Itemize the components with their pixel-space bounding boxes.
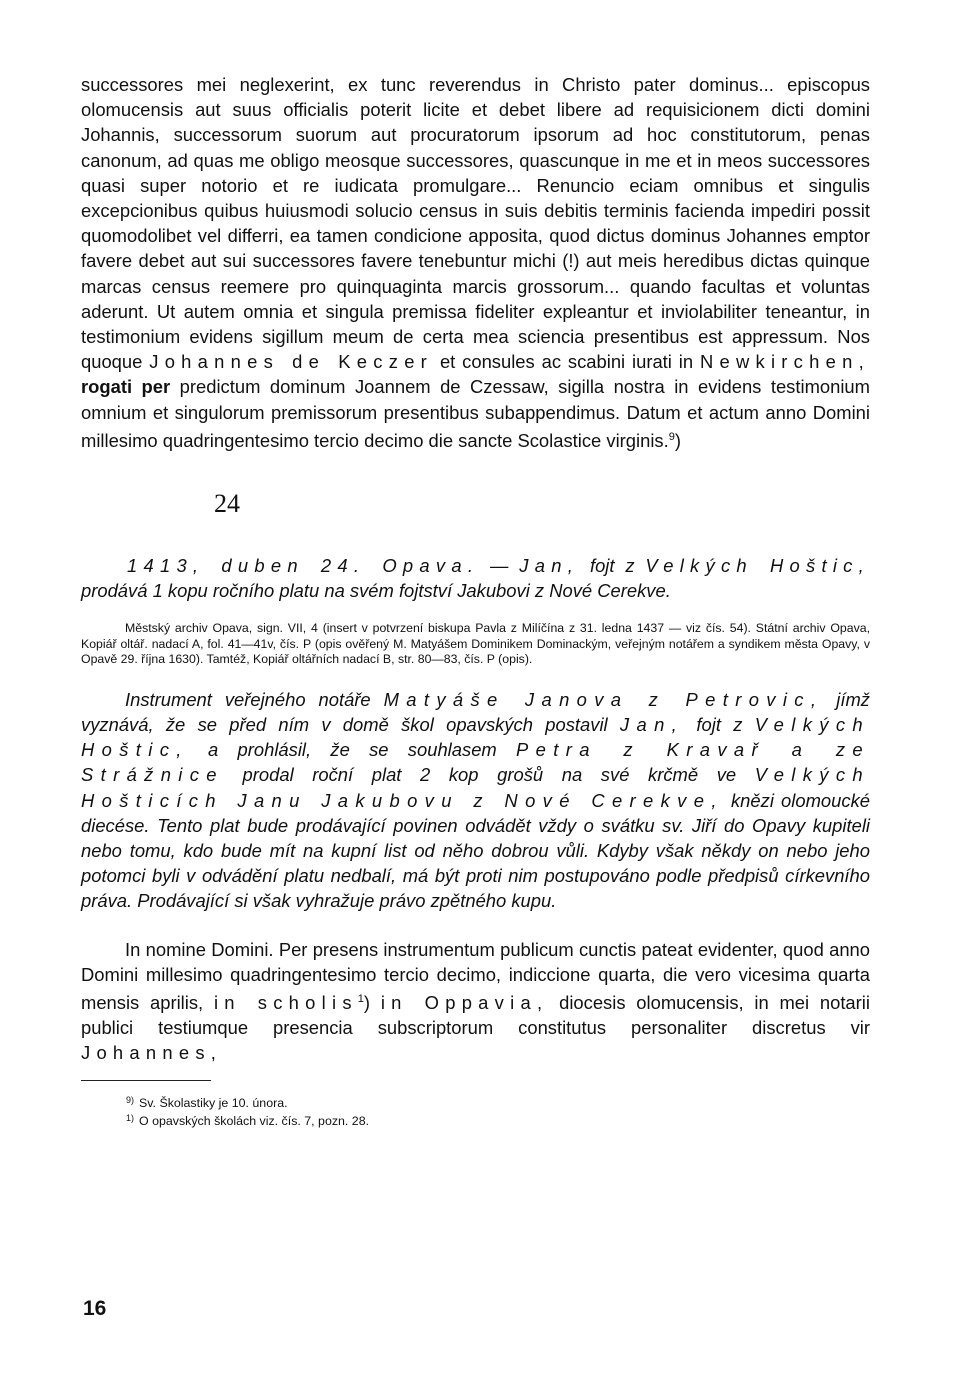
charter-text-1: successores mei neglexerint, ex tunc reverendus in Christo pater dominus... episcopus olomucensis aut suus officialis poterit licite et debet libere ad requisicionem dicti domini Johannis, successorum suorum aut procuratorum ipsorum ad hoc constitutorum, penas canonum, ad quas me obligo meosque successores, quascunque in me et in meos successores quasi super notorio et re iudicata promulgare... Renuncio eciam omnibus et singulis excepcionibus quibus huiusmodi solucio census in suis debitis terminis facienda impediri possit quomodolibet vel differri, ea tamen condicione apposita, quod dictus dominus Johannes emptor favere debet aut sui successores favere tenebuntur michi (!) aut meis heredibus dictas quinque marcas census reemere pro quinquaginta marcis grossorum... quando facultas et voluntas aderunt. Ut autem omnia et singula premissa fideliter expleantur et inviolabiliter teneantur, in testimonium evidens sigillum meum de certa mea sciencia presentibus est appressum. Nos quoque [81,74,870,373]
regest-name-2: Jan, [619,714,685,736]
regest-text-3: fojt z [696,714,743,736]
latin-name-johannes: Johannes, [81,1042,223,1064]
regest-name-3: Velkých Hoštic, [81,714,870,761]
footnote-ref-9: 9 [668,430,675,443]
regest-text-5: prodal roční plat 2 kop grošů na své krčmě ve [242,764,737,786]
regest-name-4: Petra z Kravař a ze Strážnice [81,739,870,786]
source-note: Městský archiv Opava, sign. VII, 4 (insert v potvrzení biskupa Pavla z Milíčína z 31. ledna 1437 — viz čís. 54). Státní archiv Opava, Kopiář oltář. nadací A, fol. 41—41v, čís. P (opis ověřený M. Matyášem Dominikem Dominackým, veřejným notářem a syndikem města Opavy, v Opavě 29. října 1630). Tamtéž, Kopiář oltářních nadací B, str. 80—83, čís. P (opis). [81,621,870,667]
continued-charter-text [81,72,870,453]
regest-text-6: knězi olomoucké diecése. Tento plat bude prodávající povinen odvádět vždy o svátku sv. Jiří do Opavy kupiteli nebo tomu, kdo bude mít na kupní list od něho dobrou vůli. Kdyby však někdy on nebo jeho potomci byli v odvádění platu nedbalí, má být proti nim postupováno podle předpisů církevního práva. Prodávající si však vyhražuje právo zpětného kupu. [81,789,870,912]
document-number: 24 [214,489,240,519]
regest-name-5: Velkých Hošticích Janu Jakubovu z Nové Cerekve, [81,764,870,811]
regest-text-1: Instrument veřejného notáře [125,688,371,710]
footnote-text: Sv. Školastiky je 10. února. [139,1095,288,1110]
footnote-divider [81,1080,211,1081]
regest-text-4: a prohlásil, že se souhlasem [208,739,497,761]
document-heading [81,553,870,603]
regest-name-1: Matyáše Janova z Petrovic, [383,688,824,710]
latin-text-1: In nomine Domini. Per presens instrumentum publicum cunctis pateat evidenter, quod anno Domini millesimo quadringentesimo tercio decimo, indiccione quarta, die vero vicesima quarta mensis aprilis, [81,938,870,1014]
charter-text-3: predictum dominum Joannem de Czessaw, sigilla nostra in evidens testimonium omnium et singulorum premissorum presentibus subappendimus. Datum et actum anno Domini millesimo quadringentesimo tercio decimo die sancte Scolastice virginis. [81,376,870,451]
charter-text-2: et consules ac scabini iurati in [439,351,694,373]
page-body [81,72,870,1130]
footnote-mark: 1) [126,1113,135,1124]
place-name-newkirchen: Newkirchen, [699,351,870,373]
page-number: 16 [83,1297,107,1320]
charter-text-4: ) [674,429,681,451]
footnote [126,1093,870,1112]
heading-text-2: prodává 1 kopu ročního platu na svém fojtství Jakubovi z Nové Cerekve. [81,580,671,602]
latin-text-3: diocesis olomucensis, in mei notarii publici testiumque presencia subscriptorum constitutus personaliter discretus vir [81,992,870,1039]
regest [81,687,870,914]
footnote-mark: 9) [126,1094,135,1105]
charter-text-latin [81,937,870,1066]
footnote [126,1111,870,1130]
latin-text-2: ) [363,992,371,1014]
charter-text-bold: rogati per [81,376,171,398]
footnote-ref-1: 1 [357,993,364,1006]
regest-text-2: jímž vyznává, že se před ním v domě škol opavských postavil [81,688,870,736]
person-name-johannes-de-keczer: Johannes de Keczer [149,351,434,373]
heading-date-place: 1413, duben 24. Opava. [127,555,480,577]
heading-place: Velkých Hoštic, [645,555,870,577]
footnotes [126,1093,870,1131]
heading-person: Jan, [519,555,580,577]
footnote-text: O opavských školách viz. čís. 7, pozn. 28. [139,1114,370,1129]
latin-name-scholis: in scholis [213,992,358,1014]
heading-dash: — [490,555,509,577]
latin-name-oppavia: in Oppavia, [380,992,549,1014]
heading-text-1: fojt z [589,555,635,577]
